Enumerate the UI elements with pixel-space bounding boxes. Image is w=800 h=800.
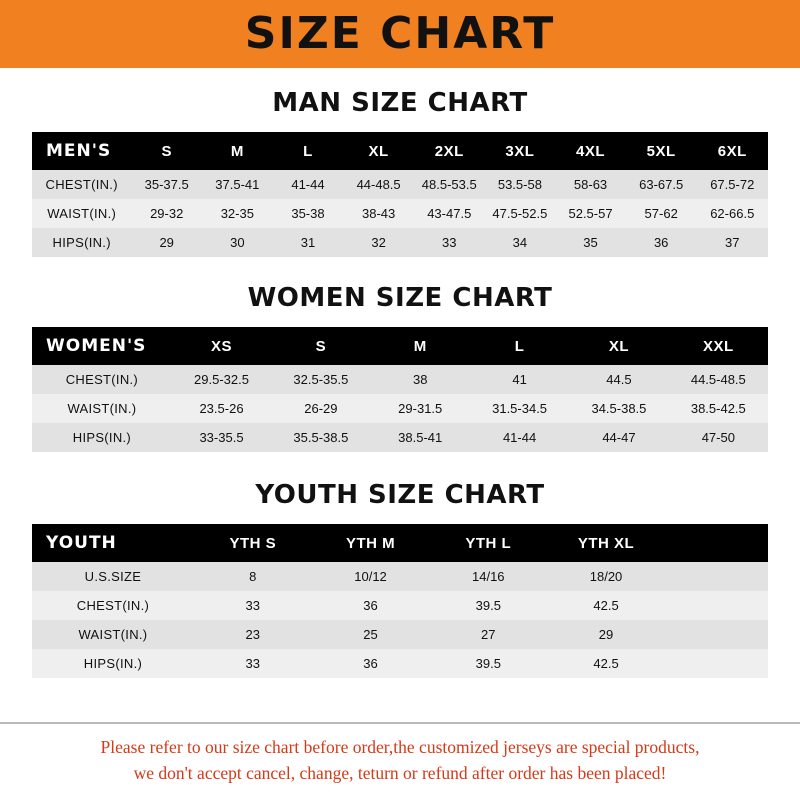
table-cell: 29.5-32.5 [172, 365, 271, 394]
youth-table-header [32, 524, 768, 562]
table-cell: 29-32 [131, 199, 202, 228]
row-label: HIPS(IN.) [32, 649, 194, 678]
table-cell: 26-29 [271, 394, 370, 423]
table-cell: 34.5-38.5 [569, 394, 668, 423]
table-cell: 33 [194, 591, 312, 620]
header-band [0, 0, 800, 68]
table-row [32, 649, 768, 678]
youth-header-cell: YOUTH [32, 524, 194, 562]
youth-header-cell: YTH M [312, 524, 430, 562]
table-cell: 34 [485, 228, 556, 257]
row-label: CHEST(IN.) [32, 365, 172, 394]
row-label: CHEST(IN.) [32, 591, 194, 620]
women-section-title: WOMEN SIZE CHART [247, 283, 553, 313]
table-cell: 35-38 [273, 199, 344, 228]
table-cell: 29 [547, 620, 665, 649]
table-cell: 38-43 [343, 199, 414, 228]
table-row [32, 228, 768, 257]
row-label: U.S.SIZE [32, 562, 194, 591]
youth-section-title: YOUTH SIZE CHART [255, 480, 545, 510]
table-cell: 37 [697, 228, 769, 257]
youth-header-spacer [665, 524, 768, 562]
man-table-header [32, 132, 768, 170]
table-cell: 44-48.5 [343, 170, 414, 199]
man-section-title: MAN SIZE CHART [272, 88, 528, 118]
man-header-cell: 4XL [555, 132, 626, 170]
table-cell: 18/20 [547, 562, 665, 591]
man-header-cell: 2XL [414, 132, 485, 170]
table-row [32, 562, 768, 591]
table-cell-spacer [665, 591, 768, 620]
table-row [32, 620, 768, 649]
table-cell: 53.5-58 [485, 170, 556, 199]
footer-disclaimer [0, 722, 800, 800]
table-cell: 25 [312, 620, 430, 649]
table-cell-spacer [665, 562, 768, 591]
table-cell: 37.5-41 [202, 170, 273, 199]
table-cell: 47.5-52.5 [485, 199, 556, 228]
women-header-cell: XL [569, 327, 668, 365]
table-cell: 31.5-34.5 [470, 394, 569, 423]
table-cell: 23.5-26 [172, 394, 271, 423]
youth-size-table [32, 524, 768, 678]
table-cell: 8 [194, 562, 312, 591]
table-cell: 39.5 [429, 649, 547, 678]
table-cell: 35-37.5 [131, 170, 202, 199]
table-cell: 27 [429, 620, 547, 649]
table-cell: 29-31.5 [371, 394, 470, 423]
man-header-cell: M [202, 132, 273, 170]
table-cell: 33 [414, 228, 485, 257]
table-cell: 33-35.5 [172, 423, 271, 452]
table-cell: 35.5-38.5 [271, 423, 370, 452]
table-cell: 35 [555, 228, 626, 257]
women-header-cell: M [371, 327, 470, 365]
man-header-cell: XL [343, 132, 414, 170]
table-cell: 67.5-72 [697, 170, 769, 199]
women-header-cell: XXL [669, 327, 768, 365]
table-cell: 44.5-48.5 [669, 365, 768, 394]
table-row [32, 199, 768, 228]
women-header-cell: S [271, 327, 370, 365]
table-cell: 47-50 [669, 423, 768, 452]
man-header-cell: L [273, 132, 344, 170]
footer-line-2: we don't accept cancel, change, teturn or refund after order has been placed! [133, 762, 667, 783]
table-cell: 38 [371, 365, 470, 394]
table-cell: 36 [312, 649, 430, 678]
row-label: CHEST(IN.) [32, 170, 131, 199]
table-header-row [32, 327, 768, 365]
women-table-body [32, 365, 768, 452]
table-cell: 31 [273, 228, 344, 257]
table-cell: 38.5-42.5 [669, 394, 768, 423]
table-cell: 41-44 [273, 170, 344, 199]
table-cell: 33 [194, 649, 312, 678]
table-row [32, 591, 768, 620]
table-cell: 39.5 [429, 591, 547, 620]
man-header-cell: MEN'S [32, 132, 131, 170]
table-cell: 44.5 [569, 365, 668, 394]
footer-line-1: Please refer to our size chart before order,the customized jerseys are special products, [100, 736, 700, 757]
content-area [0, 68, 800, 722]
women-header-cell: L [470, 327, 569, 365]
table-cell: 32-35 [202, 199, 273, 228]
row-label: HIPS(IN.) [32, 228, 131, 257]
table-cell: 29 [131, 228, 202, 257]
table-cell: 42.5 [547, 591, 665, 620]
row-label: WAIST(IN.) [32, 394, 172, 423]
table-cell-spacer [665, 649, 768, 678]
table-header-row [32, 132, 768, 170]
table-row [32, 394, 768, 423]
table-row [32, 365, 768, 394]
youth-header-cell: YTH L [429, 524, 547, 562]
youth-header-cell: YTH XL [547, 524, 665, 562]
youth-header-cell: YTH S [194, 524, 312, 562]
table-cell: 30 [202, 228, 273, 257]
man-header-cell: 3XL [485, 132, 556, 170]
table-cell: 38.5-41 [371, 423, 470, 452]
table-cell-spacer [665, 620, 768, 649]
row-label: WAIST(IN.) [32, 620, 194, 649]
table-row [32, 170, 768, 199]
women-header-cell: XS [172, 327, 271, 365]
table-cell: 36 [312, 591, 430, 620]
table-cell: 63-67.5 [626, 170, 697, 199]
women-size-table [32, 327, 768, 452]
table-cell: 23 [194, 620, 312, 649]
man-size-table [32, 132, 768, 257]
table-row [32, 423, 768, 452]
table-cell: 57-62 [626, 199, 697, 228]
table-cell: 62-66.5 [697, 199, 769, 228]
table-cell: 10/12 [312, 562, 430, 591]
man-header-cell: 5XL [626, 132, 697, 170]
table-cell: 48.5-53.5 [414, 170, 485, 199]
table-cell: 58-63 [555, 170, 626, 199]
table-cell: 52.5-57 [555, 199, 626, 228]
page-title: SIZE CHART [244, 8, 556, 59]
women-table-header [32, 327, 768, 365]
youth-table-body [32, 562, 768, 678]
women-header-cell: WOMEN'S [32, 327, 172, 365]
man-table-body [32, 170, 768, 257]
man-header-cell: 6XL [697, 132, 769, 170]
table-cell: 41-44 [470, 423, 569, 452]
row-label: HIPS(IN.) [32, 423, 172, 452]
table-cell: 36 [626, 228, 697, 257]
table-cell: 14/16 [429, 562, 547, 591]
table-cell: 32.5-35.5 [271, 365, 370, 394]
table-cell: 41 [470, 365, 569, 394]
row-label: WAIST(IN.) [32, 199, 131, 228]
table-cell: 42.5 [547, 649, 665, 678]
table-cell: 32 [343, 228, 414, 257]
man-header-cell: S [131, 132, 202, 170]
table-header-row [32, 524, 768, 562]
table-cell: 43-47.5 [414, 199, 485, 228]
table-cell: 44-47 [569, 423, 668, 452]
